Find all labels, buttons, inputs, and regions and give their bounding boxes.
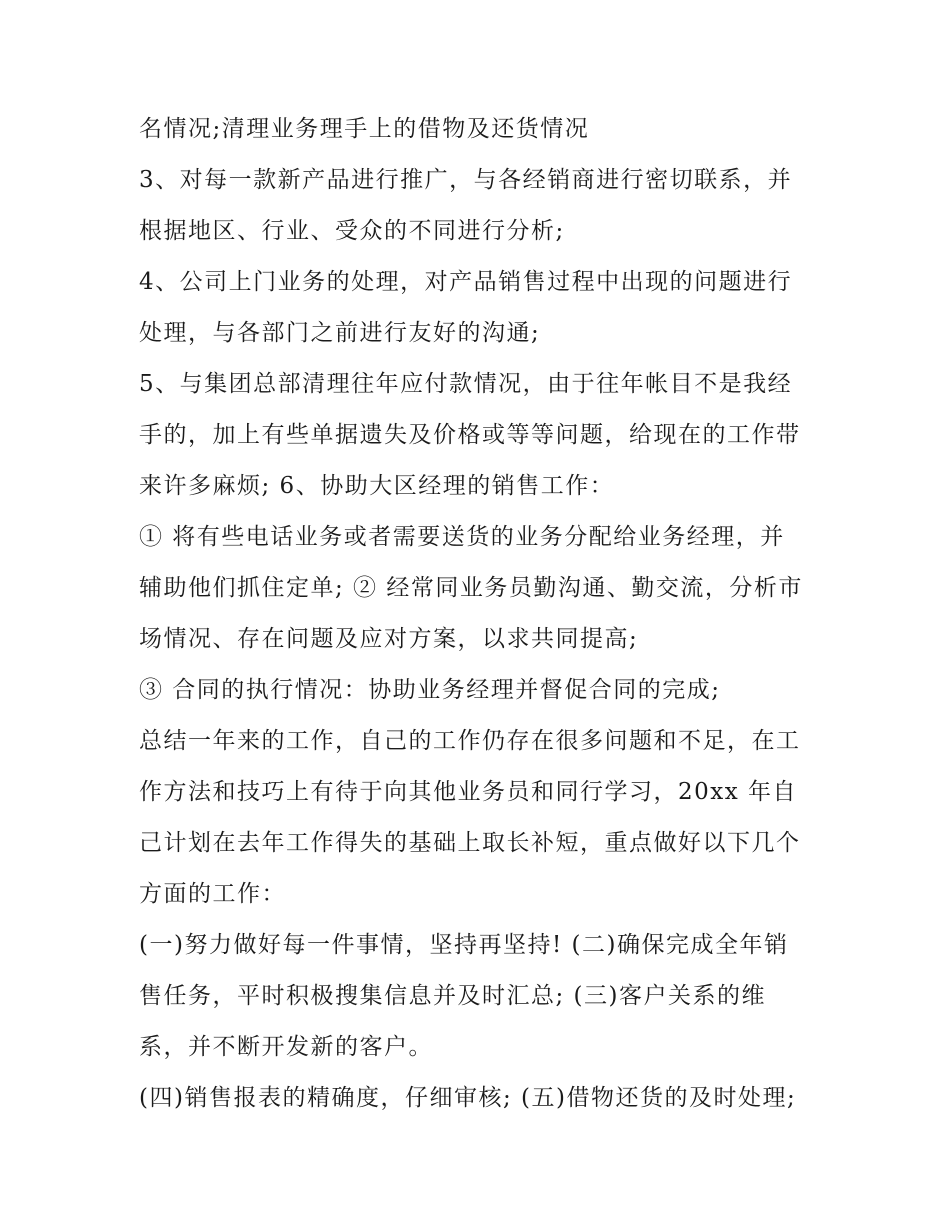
text-line: 5、与集团总部清理往年应付款情况，由于往年帐目不是我经 bbox=[139, 371, 793, 397]
text-line: 3、对每一款新产品进行推广，与各经销商进行密切联系，并 bbox=[139, 167, 793, 193]
text-line: 作方法和技巧上有待于向其他业务员和同行学习，20xx 年自 bbox=[139, 779, 798, 805]
text-line: 系，并不断开发新的客户。 bbox=[139, 1034, 433, 1060]
text-line: 方面的工作： bbox=[139, 881, 286, 907]
text-line: 总结一年来的工作，自己的工作仍存在很多问题和不足，在工 bbox=[139, 728, 801, 754]
text-line: 辅助他们抓住定单; ② 经常同业务员勤沟通、勤交流，分析市 bbox=[139, 575, 803, 601]
text-line: 根据地区、行业、受众的不同进行分析; bbox=[139, 218, 565, 244]
text-line: ① 将有些电话业务或者需要送货的业务分配给业务经理，并 bbox=[139, 524, 785, 550]
text-line: 处理，与各部门之前进行友好的沟通; bbox=[139, 320, 541, 346]
text-line: (一)努力做好每一件事情，坚持再坚持! (二)确保完成全年销 bbox=[139, 932, 789, 958]
text-line: 售任务，平时积极搜集信息并及时汇总; (三)客户关系的维 bbox=[139, 983, 767, 1009]
text-line: 场情况、存在问题及应对方案，以求共同提高; bbox=[139, 626, 639, 652]
text-line: ③ 合同的执行情况：协助业务经理并督促合同的完成; bbox=[139, 677, 721, 703]
text-line: 手的，加上有些单据遗失及价格或等等问题，给现在的工作带 bbox=[139, 422, 801, 448]
text-line: 4、公司上门业务的处理，对产品销售过程中出现的问题进行 bbox=[139, 269, 793, 295]
text-line: 来许多麻烦; 6、协助大区经理的销售工作： bbox=[139, 473, 615, 499]
text-line: 名情况;清理业务理手上的借物及还货情况 bbox=[139, 116, 590, 142]
text-line: 己计划在去年工作得失的基础上取长补短，重点做好以下几个 bbox=[139, 830, 801, 856]
text-line: (四)销售报表的精确度，仔细审核; (五)借物还货的及时处理; bbox=[139, 1085, 797, 1111]
